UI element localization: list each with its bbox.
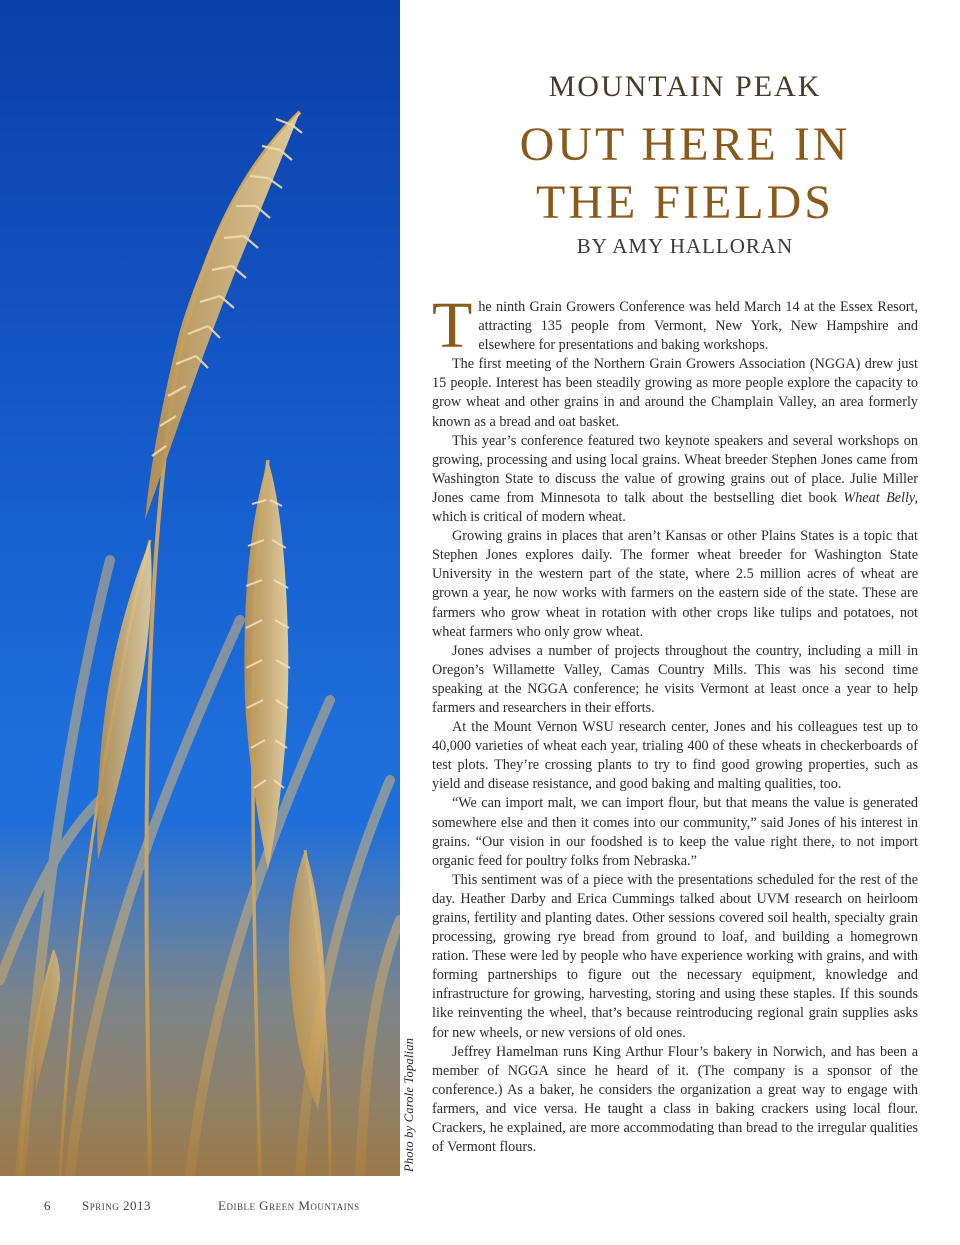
article-title [440, 116, 930, 232]
paragraph: The ninth Grain Growers Conference was held March 14 at the Essex Resort, attracting 135 people from Vermont, New York, New Hampshire and elsewhere for presentations and baking workshops. [432, 289, 918, 362]
magazine-name: Edible Green Mountains [218, 1198, 360, 1213]
title-line-1: OUT HERE IN [519, 118, 851, 171]
article-body [432, 289, 918, 1157]
byline: BY AMY HALLORAN [576, 234, 794, 258]
paragraph: Growing grains in places that aren’t Kansas or other Plains States is a topic that Stephen Jones explores daily. The former wheat breeder for Washington State University in the western part of the state, where 2.5 million acres of wheat are grown a year, he now works with farmers on the eastern side of the state. These are farmers who grow wheat in rotation with other crops like tulips and potatoes, not wheat farmers who only grow wheat. [432, 528, 918, 640]
section-label: MOUNTAIN PEAK [548, 70, 822, 103]
photo-credit: Photo by Carole Topalian [402, 1037, 416, 1172]
page-number: 6 [44, 1198, 51, 1213]
paragraph: This year’s conference featured two keynote speakers and several workshops on growing, processing and using local grains. Wheat breeder Stephen Jones came from Washington State to discuss the value of growing grains out of place. Julie Miller Jones came from Minnesota to talk about the bestselling diet book Wheat Belly, which is critical of modern wheat. [432, 432, 918, 526]
paragraph: Jones advises a number of projects throughout the country, including a mill in Oregon’s Willamette Valley, Camas Country Mills. This was his second time speaking at the NGGA conference; he visits Vermont at least once a year to help farmers and researchers in their efforts. [432, 642, 918, 716]
paragraph: This sentiment was of a piece with the presentations scheduled for the rest of the day. Heather Darby and Erica Cummings talked about UVM research on heirloom grains, fertility and planting dates. Other sessions covered soil health, specialty grain processing, growing rye bread from ground to loaf, and building a homegrown ration. These were led by people who have experience working with grains, and with forming partnerships to figure out the necessary equipment, knowledge and infrastructure for growing, harvesting, storing and using these staples. If this sounds like reinventing the wheel, that’s because reintroducing regional grain supplies asks for new wheels, or new versions of old ones. [432, 871, 918, 1041]
paragraph: Jeffrey Hamelman runs King Arthur Flour’s bakery in Norwich, and has been a member of NGGA since he heard of it. (The company is a sponsor of the conference.) As a baker, he considers the organization a great way to engage with farmers, and vice versa. He taught a class in baking crackers using local flour. Crackers, he explained, are more accommodating than bread to the irregular qualities of Vermont flours. [432, 1043, 918, 1156]
paragraph: The first meeting of the Northern Grain Growers Association (NGGA) drew just 15 people. Interest has been steadily growing as more people explore the capacity to grow wheat and other grains in and around the Champlain Valley, an area formerly known as a bread and oat basket. [432, 356, 918, 430]
title-line-2: THE FIELDS [536, 176, 834, 229]
book-title: Wheat Belly, [843, 489, 918, 506]
wheat-photo [0, 0, 400, 1176]
paragraph: At the Mount Vernon WSU research center, Jones and his colleagues test up to 40,000 varieties of wheat each year, trialing 400 of these wheats in checkerboards of test plots. They’re crossing plants to try to find good growing properties, such as yield and disease resistance, and good baking and malting qualities, too. [432, 719, 918, 793]
drop-cap: T [432, 289, 473, 362]
paragraph: “We can import malt, we can import flour, but that means the value is generated somewhere else and then it comes into our community,” said Jones of his interest in grains. “Our vision in our foodshed is to keep the value right there, to not import organic feed for poultry folks from Nebraska.” [432, 795, 918, 869]
wheat-illustration [0, 0, 400, 1176]
issue-season: Spring 2013 [82, 1198, 151, 1213]
